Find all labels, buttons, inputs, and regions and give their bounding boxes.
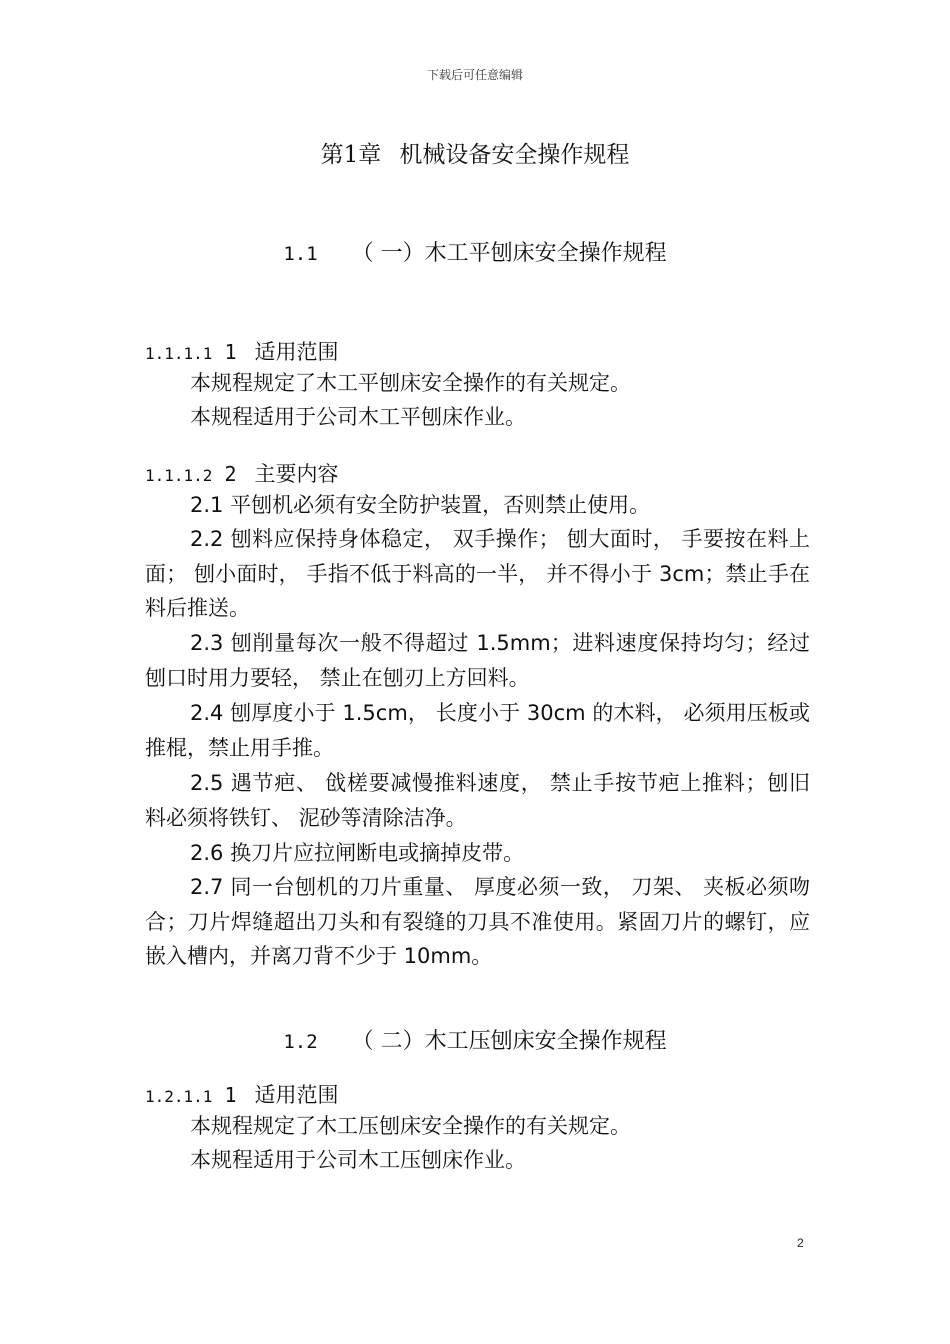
subsection-index: 1 [224, 340, 237, 364]
subsection-heading [145, 458, 338, 488]
section-heading [0, 236, 950, 267]
paragraph: 2.6 换刀片应拉闸断电或摘掉皮带。 [190, 841, 525, 865]
subsection-number: 1.2.1.1 [145, 1087, 213, 1106]
section-number: 1.1 [283, 243, 318, 265]
paragraph: 本规程规定了木工压刨床安全操作的有关规定。 [190, 1114, 631, 1138]
page-header: 下载后可任意编辑 [426, 68, 523, 82]
section-title: （ 二）木工压刨床安全操作规程 [351, 1029, 667, 1054]
paragraph: 本规程适用于公司木工压刨床作业。 [190, 1148, 526, 1172]
paragraph: 2.1 平刨机必须有安全防护装置，否则禁止使用。 [190, 493, 651, 517]
subsection-heading [145, 1079, 338, 1109]
section-number: 1.2 [283, 1031, 318, 1053]
paragraph: 本规程规定了木工平刨床安全操作的有关规定。 [190, 371, 631, 395]
subsection-index: 1 [224, 1083, 237, 1107]
subsection-number: 1.1.1.2 [145, 466, 213, 485]
paragraph: 本规程适用于公司木工平刨床作业。 [190, 405, 526, 429]
section-title: （ 一）木工平刨床安全操作规程 [351, 241, 667, 266]
section-heading [0, 1024, 950, 1055]
chapter-heading [0, 136, 950, 169]
subsection-heading [145, 336, 338, 366]
paragraph: 2.2 刨料应保持身体稳定， 双手操作； 刨大面时， 手要按在料上面； 刨小面时， 手指不低于料高的一半， 并不得小于 3cm；禁止手在料后推送。 [145, 527, 810, 620]
subsection-title: 适用范围 [254, 340, 339, 364]
chapter-title: 机械设备安全操作规程 [399, 142, 630, 168]
paragraph: 2.5 遇节疤、 戗槎要减慢推料速度， 禁止手按节疤上推料；刨旧料必须将铁钉、 泥砂等清除洁净。 [145, 771, 810, 830]
paragraph: 2.3 刨削量每次一般不得超过 1.5mm；进料速度保持均匀；经过刨口时用力要轻， 禁止在刨刃上方回料。 [145, 631, 810, 690]
subsection-title: 适用范围 [254, 1083, 339, 1107]
paragraph: 2.4 刨厚度小于 1.5cm， 长度小于 30cm 的木料， 必须用压板或推棍，禁止用手推。 [145, 701, 810, 760]
page-number: 2 [797, 1236, 804, 1250]
subsection-number: 1.1.1.1 [145, 344, 213, 363]
subsection-title: 主要内容 [254, 462, 339, 486]
chapter-number: 第1章 [320, 142, 382, 168]
subsection-index: 2 [224, 462, 237, 486]
paragraph: 2.7 同一台刨机的刀片重量、 厚度必须一致， 刀架、 夹板必须吻合；刀片焊缝超出刀头和有裂缝的刀具不准使用。紧固刀片的螺钉，应嵌入槽内，并离刀背不少于 10mm。 [145, 875, 810, 968]
